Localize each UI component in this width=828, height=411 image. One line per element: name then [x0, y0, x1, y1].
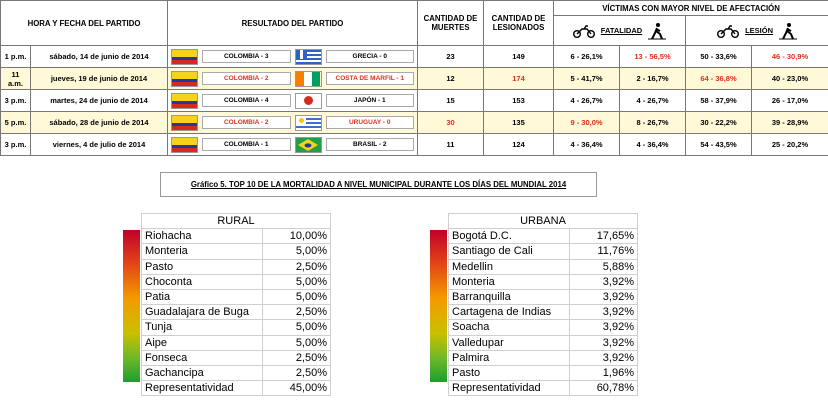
fat-peaton-cell: 8 - 26,7%: [620, 112, 686, 134]
urbana-value: 3,92%: [570, 320, 638, 335]
chart-caption: Gráfico 5. TOP 10 DE LA MORTALIDAD A NIVEL MUNICIPAL DURANTE LOS DÍAS DEL MUNDIAL 2014: [160, 172, 597, 197]
les-peaton-cell: 39 - 28,9%: [752, 112, 828, 134]
les-moto-cell: 30 - 22,2%: [686, 112, 752, 134]
rural-name: Aipe: [142, 335, 263, 350]
resultado-cell: [168, 46, 418, 68]
uruguay-flag-icon: [295, 115, 322, 131]
rural-name: Tunja: [142, 320, 263, 335]
rural-value: 2,50%: [263, 305, 331, 320]
resultado-cell: [168, 112, 418, 134]
urbana-value: 5,88%: [570, 259, 638, 274]
table-row: [449, 274, 638, 289]
fat-peaton-cell: 2 - 16,7%: [620, 68, 686, 90]
lesionados-cell: 124: [484, 134, 554, 156]
team1-label: COLOMBIA - 4: [202, 94, 291, 107]
muertes-cell: 11: [418, 134, 484, 156]
hora-cell: 3 p.m.: [1, 134, 31, 156]
team2-label: COSTA DE MARFIL - 1: [326, 72, 415, 85]
urbana-value: 17,65%: [570, 229, 638, 244]
table-row: [142, 229, 331, 244]
urbana-name: Soacha: [449, 320, 570, 335]
rural-value: 10,00%: [263, 229, 331, 244]
table-row: [142, 335, 331, 350]
rural-name: Pasto: [142, 259, 263, 274]
table-row: [142, 320, 331, 335]
fat-moto-cell: 4 - 36,4%: [554, 134, 620, 156]
header-victimas: VÍCTIMAS CON MAYOR NIVEL DE AFECTACIÓN: [554, 1, 828, 16]
rural-title: RURAL: [142, 214, 331, 229]
table-row: [1, 90, 828, 112]
urbana-name: Medellin: [449, 259, 570, 274]
header-hora-fecha: HORA Y FECHA DEL PARTIDO: [1, 1, 168, 46]
urbana-name: Cartagena de Indias: [449, 305, 570, 320]
urbana-value: 3,92%: [570, 350, 638, 365]
muertes-cell: 30: [418, 112, 484, 134]
urbana-total-label: Representatividad: [449, 381, 570, 396]
urbana-value: 3,92%: [570, 305, 638, 320]
table-row: [142, 289, 331, 304]
muertes-cell: 12: [418, 68, 484, 90]
les-peaton-cell: 40 - 23,0%: [752, 68, 828, 90]
fat-moto-cell: 4 - 26,7%: [554, 90, 620, 112]
rural-name: Choconta: [142, 274, 263, 289]
table-row: [449, 244, 638, 259]
lesionados-cell: 153: [484, 90, 554, 112]
urbana-title: URBANA: [449, 214, 638, 229]
rural-name: Patia: [142, 289, 263, 304]
team2-label: URUGUAY - 0: [326, 116, 415, 129]
rural-value: 5,00%: [263, 274, 331, 289]
fat-peaton-cell: 13 - 56,5%: [620, 46, 686, 68]
team2-label: JAPÓN - 1: [326, 94, 415, 107]
rural-value: 5,00%: [263, 244, 331, 259]
team2-label: GRECIA - 0: [326, 50, 415, 63]
table-row: [142, 274, 331, 289]
header-lesion: [686, 16, 828, 46]
table-row: [1, 46, 828, 68]
rural-total-label: Representatividad: [142, 381, 263, 396]
resultado-cell: [168, 68, 418, 90]
rural-value: 2,50%: [263, 259, 331, 274]
rural-value: 5,00%: [263, 335, 331, 350]
rural-value: 5,00%: [263, 289, 331, 304]
motorcycle-icon: [717, 24, 739, 38]
header-lesionados: CANTIDAD DE LESIONADOS: [484, 1, 554, 46]
colombia-flag-icon: [171, 93, 198, 109]
brazil-flag-icon: [295, 137, 322, 153]
les-peaton-cell: 25 - 20,2%: [752, 134, 828, 156]
fat-moto-cell: 5 - 41,7%: [554, 68, 620, 90]
table-row: [449, 320, 638, 335]
urbana-name: Pasto: [449, 365, 570, 380]
rural-name: Gachancipa: [142, 365, 263, 380]
rural-total-value: 45,00%: [263, 381, 331, 396]
lesionados-cell: 149: [484, 46, 554, 68]
table-row: [449, 350, 638, 365]
matches-table: [0, 0, 828, 156]
rural-color-scale: [123, 230, 140, 382]
urbana-name: Monteria: [449, 274, 570, 289]
colombia-flag-icon: [171, 71, 198, 87]
urbana-value: 3,92%: [570, 335, 638, 350]
fecha-cell: viernes, 4 de julio de 2014: [31, 134, 168, 156]
colombia-flag-icon: [171, 115, 198, 131]
hora-cell: 3 p.m.: [1, 90, 31, 112]
table-row: [449, 229, 638, 244]
rural-value: 5,00%: [263, 320, 331, 335]
team1-label: COLOMBIA - 2: [202, 116, 291, 129]
fat-moto-cell: 9 - 30,0%: [554, 112, 620, 134]
les-moto-cell: 64 - 36,8%: [686, 68, 752, 90]
resultado-cell: [168, 134, 418, 156]
fat-moto-cell: 6 - 26,1%: [554, 46, 620, 68]
rural-table: [141, 213, 331, 396]
header-resultado: RESULTADO DEL PARTIDO: [168, 1, 418, 46]
muertes-cell: 15: [418, 90, 484, 112]
fat-peaton-cell: 4 - 36,4%: [620, 134, 686, 156]
table-row: [449, 289, 638, 304]
hora-cell: 11 a.m.: [1, 68, 31, 90]
les-moto-cell: 50 - 33,6%: [686, 46, 752, 68]
rural-value: 2,50%: [263, 365, 331, 380]
header-muertes: CANTIDAD DE MUERTES: [418, 1, 484, 46]
rural-name: Guadalajara de Buga: [142, 305, 263, 320]
fat-peaton-cell: 4 - 26,7%: [620, 90, 686, 112]
urbana-value: 3,92%: [570, 274, 638, 289]
table-row: [142, 365, 331, 380]
les-moto-cell: 58 - 37,9%: [686, 90, 752, 112]
urbana-value: 1,96%: [570, 365, 638, 380]
les-moto-cell: 54 - 43,5%: [686, 134, 752, 156]
team1-label: COLOMBIA - 3: [202, 50, 291, 63]
fecha-cell: martes, 24 de junio de 2014: [31, 90, 168, 112]
colombia-flag-icon: [171, 137, 198, 153]
table-row: [142, 350, 331, 365]
table-row: [1, 68, 828, 90]
rural-value: 2,50%: [263, 350, 331, 365]
table-row: [449, 305, 638, 320]
table-row: [449, 335, 638, 350]
motorcycle-icon: [573, 24, 595, 38]
hora-cell: 1 p.m.: [1, 46, 31, 68]
urbana-value: 3,92%: [570, 289, 638, 304]
header-fatalidad: [554, 16, 686, 46]
table-row: [449, 259, 638, 274]
urbana-name: Palmira: [449, 350, 570, 365]
table-row: [142, 259, 331, 274]
table-row: [142, 305, 331, 320]
total-row: [449, 381, 638, 396]
hora-cell: 5 p.m.: [1, 112, 31, 134]
pedestrian-icon: [779, 22, 797, 40]
table-row: [1, 134, 828, 156]
urbana-total-value: 60,78%: [570, 381, 638, 396]
team1-label: COLOMBIA - 2: [202, 72, 291, 85]
lesion-label: LESIÓN: [745, 26, 773, 35]
table-row: [449, 365, 638, 380]
muertes-cell: 23: [418, 46, 484, 68]
rural-name: Riohacha: [142, 229, 263, 244]
lesionados-cell: 174: [484, 68, 554, 90]
les-peaton-cell: 26 - 17,0%: [752, 90, 828, 112]
fecha-cell: sábado, 28 de junio de 2014: [31, 112, 168, 134]
urbana-table: [448, 213, 638, 396]
team2-label: BRASIL - 2: [326, 138, 415, 151]
pedestrian-icon: [648, 22, 666, 40]
urbana-name: Barranquilla: [449, 289, 570, 304]
urbana-value: 11,76%: [570, 244, 638, 259]
lesionados-cell: 135: [484, 112, 554, 134]
greece-flag-icon: [295, 49, 322, 65]
table-row: [142, 244, 331, 259]
fatalidad-label: FATALIDAD: [600, 26, 643, 35]
urbana-name: Santiago de Cali: [449, 244, 570, 259]
team1-label: COLOMBIA - 1: [202, 138, 291, 151]
les-peaton-cell: 46 - 30,9%: [752, 46, 828, 68]
table-row: [1, 112, 828, 134]
colombia-flag-icon: [171, 49, 198, 65]
japan-flag-icon: [295, 93, 322, 109]
ivory-coast-flag-icon: [295, 71, 322, 87]
rural-name: Monteria: [142, 244, 263, 259]
resultado-cell: [168, 90, 418, 112]
fecha-cell: jueves, 19 de junio de 2014: [31, 68, 168, 90]
rural-name: Fonseca: [142, 350, 263, 365]
urbana-name: Bogotá D.C.: [449, 229, 570, 244]
urbana-color-scale: [430, 230, 447, 382]
urbana-name: Valledupar: [449, 335, 570, 350]
fecha-cell: sábado, 14 de junio de 2014: [31, 46, 168, 68]
total-row: [142, 381, 331, 396]
